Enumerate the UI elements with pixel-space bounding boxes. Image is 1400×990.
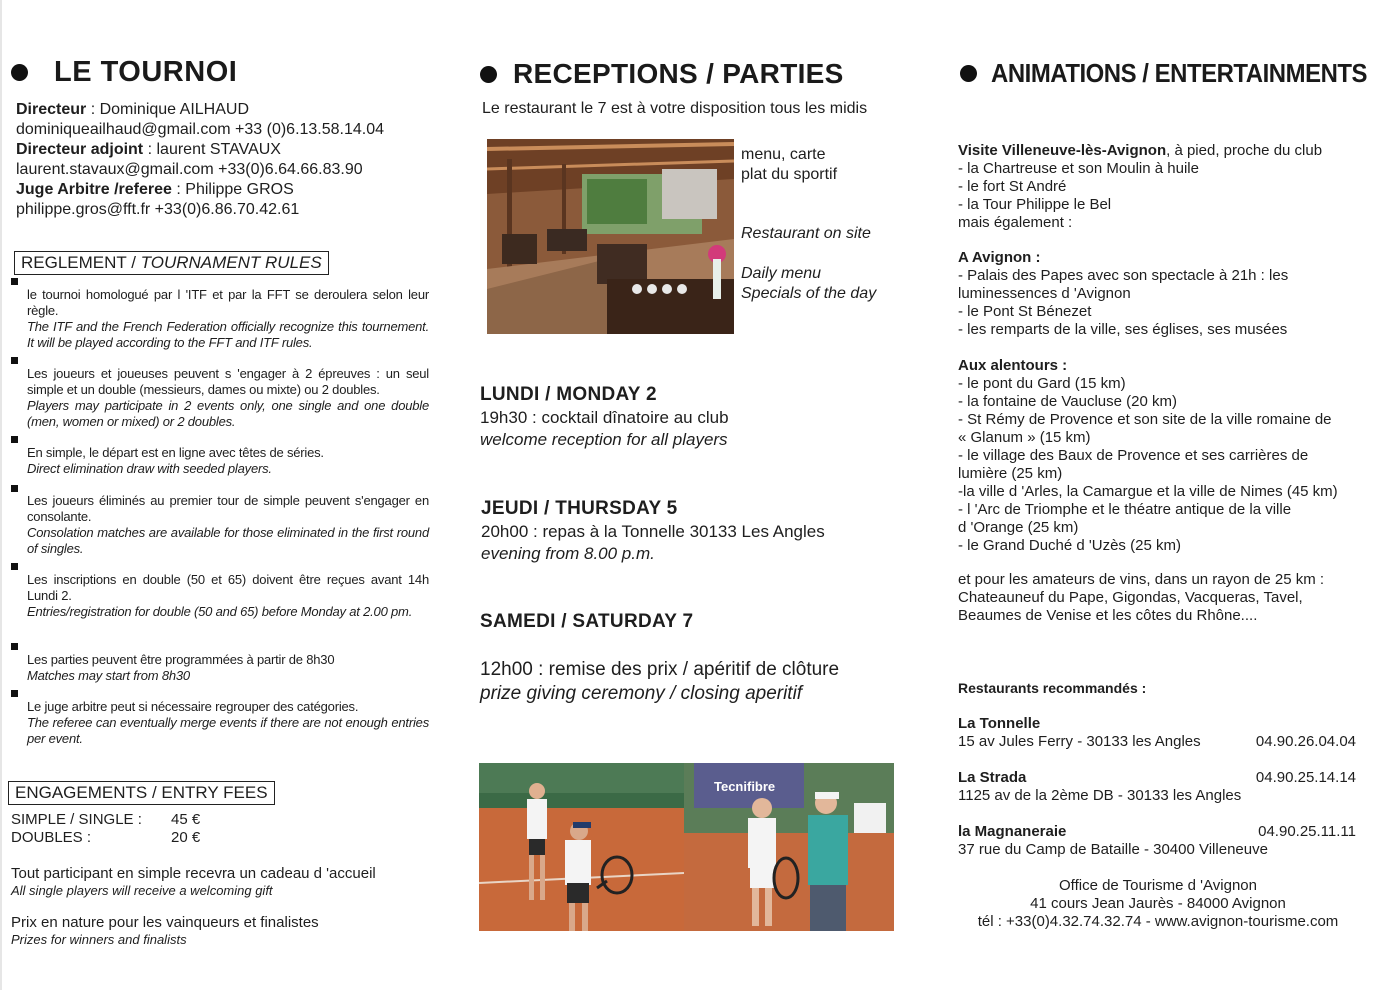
wine-block bbox=[958, 571, 1324, 625]
avignon-heading: A Avignon : bbox=[958, 249, 1041, 266]
event-day: SAMEDI / SATURDAY 7 bbox=[480, 611, 694, 632]
square-bullet-icon bbox=[11, 563, 18, 570]
bullet-dot-icon bbox=[480, 66, 497, 83]
contact-sep: : bbox=[143, 141, 157, 158]
rule-fr: Les joueurs éliminés au premier tour de simple peuvent s'engager en consolante. bbox=[27, 493, 429, 524]
rule-item bbox=[27, 287, 429, 351]
rule-fr: le tournoi homologué par l 'ITF et par la FFT se deroulera selon leur règle. bbox=[27, 287, 429, 318]
contact-referee-details[interactable]: philippe.gros@fft.fr +33(0)6.86.70.42.61 bbox=[16, 201, 300, 218]
square-bullet-icon bbox=[11, 357, 18, 364]
menu-line: Restaurant on site bbox=[741, 225, 871, 242]
list-item: - l 'Arc de Triomphe et le théatre antique de la ville bbox=[958, 501, 1292, 518]
restaurant-phone[interactable]: 04.90.26.04.04 bbox=[1255, 733, 1356, 750]
gift-note bbox=[11, 865, 376, 899]
restaurant-name: La Strada bbox=[958, 769, 1027, 786]
list-item: - le pont du Gard (15 km) bbox=[958, 375, 1126, 392]
event-fr: 19h30 : cocktail dînatoire au club bbox=[480, 408, 729, 427]
event-monday bbox=[480, 383, 729, 451]
list-item: lumière (25 km) bbox=[958, 465, 1063, 482]
wine-line: Chateauneuf du Pape, Gigondas, Vacqueras, Tavel, bbox=[958, 589, 1303, 606]
event-en: prize giving ceremony / closing aperitif bbox=[480, 683, 803, 704]
restaurant-menu-info bbox=[741, 145, 876, 304]
list-item: luminessences d 'Avignon bbox=[958, 285, 1131, 302]
event-en: evening from 8.00 p.m. bbox=[481, 544, 655, 563]
office-name: Office de Tourisme d 'Avignon bbox=[1059, 877, 1257, 894]
tennis-photo-women bbox=[479, 763, 684, 931]
fee-label: DOUBLES : bbox=[11, 829, 92, 846]
event-fr: 12h00 : remise des prix / apéritif de clôture bbox=[480, 659, 840, 680]
restaurant-phone[interactable]: 04.90.25.14.14 bbox=[1255, 769, 1356, 786]
section-title: RECEPTIONS / PARTIES bbox=[513, 58, 844, 89]
rule-item bbox=[27, 572, 429, 620]
fee-price: 45 € bbox=[171, 811, 201, 828]
rule-fr: Le juge arbitre peut si nécessaire regrouper des catégories. bbox=[27, 699, 359, 714]
restaurant-item bbox=[958, 769, 1358, 805]
avignon-block bbox=[958, 249, 1288, 339]
square-bullet-icon bbox=[11, 690, 18, 697]
tourism-office bbox=[958, 877, 1358, 931]
contact-deputy-details[interactable]: laurent.stavaux@gmail.com +33(0)6.64.66.83.90 bbox=[16, 161, 363, 178]
event-fr: 20h00 : repas à la Tonnelle 30133 Les Angles bbox=[481, 522, 825, 541]
rule-item bbox=[27, 445, 429, 477]
fee-label: SIMPLE / SINGLE : bbox=[11, 811, 142, 828]
bullet-dot-icon bbox=[960, 65, 977, 82]
square-bullet-icon bbox=[11, 643, 18, 650]
gift-en: All single players will receive a welcoming gift bbox=[11, 883, 273, 898]
restaurant-name: La Tonnelle bbox=[958, 715, 1041, 732]
restaurant-address: 37 rue du Camp de Bataille - 30400 Villeneuve bbox=[958, 841, 1268, 858]
rule-en: Entries/registration for double (50 and 65) before Monday at 2.00 pm. bbox=[27, 604, 413, 619]
contact-role: Directeur bbox=[16, 101, 87, 118]
prize-note bbox=[11, 914, 319, 948]
contact-sep: : bbox=[86, 101, 100, 118]
section-header-receptions bbox=[480, 58, 844, 90]
list-item: - le village des Baux de Provence et ses carrières de bbox=[958, 447, 1309, 464]
section-title: LE TOURNOI bbox=[54, 56, 238, 88]
list-item: - les remparts de la ville, ses églises, ses musées bbox=[958, 321, 1288, 338]
list-item: - le Grand Duché d 'Uzès (25 km) bbox=[958, 537, 1181, 554]
rule-en: Consolation matches are available for those eliminated in the first round of singles. bbox=[27, 525, 429, 556]
square-bullet-icon bbox=[11, 436, 18, 443]
menu-line: plat du sportif bbox=[741, 166, 838, 183]
event-saturday bbox=[480, 610, 839, 706]
contact-role: Directeur adjoint bbox=[16, 141, 144, 158]
rules-heading-en: TOURNAMENT RULES bbox=[140, 253, 322, 272]
section-header-animations bbox=[960, 58, 1400, 89]
contact-director bbox=[16, 100, 384, 120]
rule-fr: Les joueurs et joueuses peuvent s 'engager à 2 épreuves : un seul simple et un double (messieurs, dames ou mixte) ou 2 doubles. bbox=[27, 366, 429, 397]
rule-fr: Les parties peuvent être programmées à partir de 8h30 bbox=[27, 652, 335, 667]
section-header-tournoi bbox=[11, 56, 237, 89]
prize-en: Prizes for winners and finalists bbox=[11, 932, 187, 947]
rule-en: The ITF and the French Federation officially recognize this tournement. It will be played according to the FFT and ITF rules. bbox=[27, 319, 429, 350]
visit-block bbox=[958, 142, 1322, 232]
contact-referee bbox=[16, 180, 384, 200]
section-title: ANIMATIONS / ENTERTAINMENTS bbox=[991, 58, 1368, 88]
around-heading: Aux alentours : bbox=[958, 357, 1068, 374]
fee-row bbox=[11, 811, 200, 829]
restaurant-item bbox=[958, 823, 1358, 859]
event-en: welcome reception for all players bbox=[480, 430, 728, 449]
rule-item bbox=[27, 366, 429, 430]
restaurant-name: la Magnaneraie bbox=[958, 823, 1067, 840]
office-contact[interactable]: tél : +33(0)4.32.74.32.74 - www.avignon-tourisme.com bbox=[977, 913, 1339, 930]
rule-en: Matches may start from 8h30 bbox=[27, 668, 190, 683]
list-item: mais également : bbox=[958, 214, 1073, 231]
list-item: - le Pont St Bénezet bbox=[958, 303, 1092, 320]
wine-line: et pour les amateurs de vins, dans un rayon de 25 km : bbox=[958, 571, 1325, 588]
rule-item bbox=[27, 699, 429, 747]
list-item: - la Tour Philippe le Bel bbox=[958, 196, 1112, 213]
rule-en: Players may participate in 2 events only, one single and one double (men, women or mixed) or 2 doubles. bbox=[27, 398, 429, 429]
contact-role: Juge Arbitre /referee bbox=[16, 181, 172, 198]
around-block bbox=[958, 357, 1338, 555]
restaurant-address: 15 av Jules Ferry - 30133 les Angles bbox=[958, 733, 1201, 750]
list-item: -la ville d 'Arles, la Camargue et la ville de Nimes (45 km) bbox=[958, 483, 1338, 500]
list-item: d 'Orange (25 km) bbox=[958, 519, 1079, 536]
event-thursday bbox=[481, 497, 825, 565]
menu-line: Specials of the day bbox=[741, 285, 877, 302]
menu-line: menu, carte bbox=[741, 146, 826, 163]
rule-en: Direct elimination draw with seeded players. bbox=[27, 461, 272, 476]
square-bullet-icon bbox=[11, 485, 18, 492]
banner-text: Tecnifibre bbox=[714, 779, 776, 794]
contact-name: Philippe GROS bbox=[185, 181, 294, 198]
restaurant-intro: Le restaurant le 7 est à votre disposition tous les midis bbox=[482, 100, 868, 117]
visit-bold: Visite Villeneuve-lès-Avignon bbox=[958, 142, 1167, 159]
rules-heading-fr: REGLEMENT / bbox=[21, 253, 141, 272]
event-day: LUNDI / MONDAY 2 bbox=[480, 384, 657, 405]
tennis-photo-men bbox=[684, 763, 894, 931]
list-item: - St Rémy de Provence et son site de la ville romaine de bbox=[958, 411, 1332, 428]
fees-heading: ENGAGEMENTS / ENTRY FEES bbox=[8, 781, 275, 805]
list-item: - la fontaine de Vaucluse (20 km) bbox=[958, 393, 1178, 410]
rule-fr: En simple, le départ est en ligne avec têtes de séries. bbox=[27, 445, 324, 460]
list-item: - la Chartreuse et son Moulin à huile bbox=[958, 160, 1199, 177]
wine-line: Beaumes de Venise et les côtes du Rhône.... bbox=[958, 607, 1258, 624]
restaurants-heading-text: Restaurants recommandés : bbox=[958, 680, 1147, 696]
rule-item bbox=[27, 493, 429, 557]
restaurant-item bbox=[958, 715, 1358, 751]
contact-name: Dominique AILHAUD bbox=[99, 101, 249, 118]
event-day: JEUDI / THURSDAY 5 bbox=[481, 498, 678, 519]
fees-table bbox=[11, 811, 200, 847]
rule-item bbox=[27, 652, 429, 684]
contact-director-details[interactable]: dominiqueailhaud@gmail.com +33 (0)6.13.58.14.04 bbox=[16, 121, 385, 138]
square-bullet-icon bbox=[11, 278, 18, 285]
rules-heading bbox=[14, 251, 329, 275]
fee-row bbox=[11, 829, 200, 847]
list-item: - le fort St André bbox=[958, 178, 1067, 195]
restaurant-photo bbox=[487, 139, 734, 334]
contacts-block bbox=[16, 100, 384, 220]
contact-deputy bbox=[16, 140, 384, 160]
contact-name: laurent STAVAUX bbox=[156, 141, 281, 158]
office-address: 41 cours Jean Jaurès - 84000 Avignon bbox=[1030, 895, 1286, 912]
rule-en: The referee can eventually merge events if there are not enough entries per event. bbox=[27, 715, 429, 746]
list-item: - Palais des Papes avec son spectacle à 21h : les bbox=[958, 267, 1289, 284]
list-item: « Glanum » (15 km) bbox=[958, 429, 1091, 446]
restaurants-heading bbox=[958, 679, 1146, 697]
visit-rest: , à pied, proche du club bbox=[1166, 142, 1323, 159]
contact-sep: : bbox=[171, 181, 186, 198]
rule-fr: Les inscriptions en double (50 et 65) doivent être reçues avant 14h Lundi 2. bbox=[27, 572, 429, 603]
restaurant-address: 1125 av de la 2ème DB - 30133 les Angles bbox=[958, 787, 1242, 804]
restaurant-phone[interactable]: 04.90.25.11.11 bbox=[1258, 823, 1356, 840]
page-edge bbox=[0, 0, 2, 990]
fee-price: 20 € bbox=[171, 829, 201, 846]
prize-fr: Prix en nature pour les vainqueurs et finalistes bbox=[11, 914, 319, 931]
bullet-dot-icon bbox=[11, 64, 28, 81]
menu-line: Daily menu bbox=[741, 265, 822, 282]
gift-fr: Tout participant en simple recevra un cadeau d 'accueil bbox=[11, 865, 376, 882]
visit-line bbox=[958, 142, 1322, 160]
